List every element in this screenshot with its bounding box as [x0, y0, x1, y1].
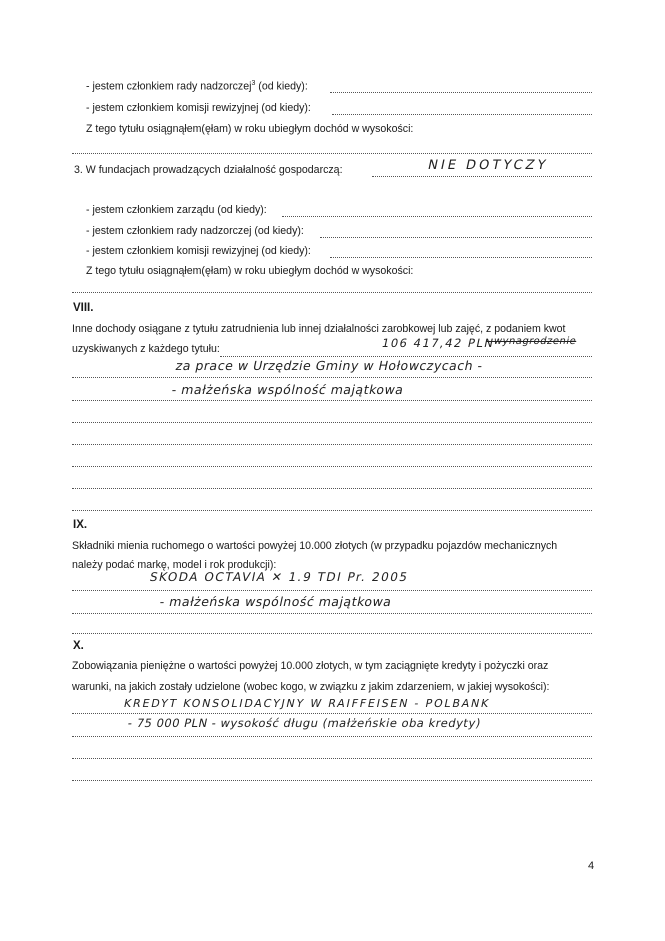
- dotted-line: [72, 780, 592, 781]
- text-marka-model: należy podać markę, model i rok produkcji):: [72, 559, 277, 571]
- dotted-line: [72, 633, 592, 634]
- handwritten-wynagrodzenie: - wynagrodzenie: [484, 336, 578, 347]
- handwritten-wspolnosc: - małżeńska wspólność majątkowa: [170, 382, 406, 397]
- dotted-line: [72, 713, 592, 714]
- line-komisja-rewizyjna: - jestem członkiem komisji rewizyjnej (od kiedy):: [86, 102, 311, 114]
- text-warunki: warunki, na jakich zostały udzielone (wobec kogo, w związku z jakim zdarzeniem, w jakiej wysokości):: [72, 681, 550, 693]
- dotted-line: [72, 153, 592, 154]
- dotted-line: [72, 613, 592, 614]
- handwritten-praca-urzad: za prace w Urzędzie Gminy w Hołowczycach -: [174, 358, 485, 373]
- handwritten-nie-dotyczy: NIE DOTYCZY: [426, 158, 550, 173]
- section-heading-viii: VIII.: [73, 302, 94, 314]
- dotted-line: [330, 257, 592, 258]
- dotted-line: [72, 444, 592, 445]
- text-inne-dochody: Inne dochody osiągane z tytułu zatrudnienia lub innej działalności zarobkowej lub zajęć, z podaniem kwot: [72, 323, 566, 335]
- dotted-line: [330, 92, 592, 93]
- line-dochod-2: Z tego tytułu osiągnąłem(ęłam) w roku ubiegłym dochód w wysokości:: [86, 265, 414, 277]
- dotted-line: [72, 400, 592, 401]
- section-heading-x: X.: [73, 640, 84, 652]
- line-komisja-rewizyjna-2: - jestem członkiem komisji rewizyjnej (od kiedy):: [86, 245, 311, 257]
- dotted-line: [72, 488, 592, 489]
- section-heading-ix: IX.: [73, 519, 88, 531]
- handwritten-kredyt: KREDYT KONSOLIDACYJNY W RAIFFEISEN - POLBANK: [122, 697, 492, 710]
- dotted-line: [220, 356, 592, 357]
- dotted-line: [72, 736, 592, 737]
- dotted-line: [72, 466, 592, 467]
- text-skladniki-mienia: Składniki mienia ruchomego o wartości powyżej 10.000 złotych (w przypadku pojazdów mechanicznych: [72, 540, 558, 552]
- dotted-line: [72, 292, 592, 293]
- handwritten-kwota-kredytu: - 75 000 PLN - wysokość długu (małżeńskie oba kredyty): [126, 716, 483, 730]
- dotted-line: [72, 422, 592, 423]
- text-zobowiazania: Zobowiązania pieniężne o wartości powyżej 10.000 złotych, w tym zaciągnięte kredyty i pożyczki oraz: [72, 660, 549, 672]
- handwritten-kwota: 106 417,42 PLN: [380, 336, 496, 350]
- dotted-line: [72, 758, 592, 759]
- dotted-line: [72, 377, 592, 378]
- line-dochod: Z tego tytułu osiągnąłem(ęłam) w roku ubiegłym dochód w wysokości:: [86, 123, 414, 135]
- line-rada-nadzorcza-2: - jestem członkiem rady nadzorczej (od kiedy):: [86, 225, 304, 237]
- dotted-line: [72, 510, 592, 511]
- line-fundacje: 3. W fundacjach prowadzących działalność gospodarczą:: [74, 164, 343, 176]
- handwritten-wspolnosc-2: - małżeńska wspólność majątkowa: [158, 594, 394, 609]
- text-uzyskiwanych: uzyskiwanych z każdego tytułu:: [72, 343, 220, 355]
- page-number: 4: [588, 860, 595, 872]
- dotted-line: [332, 114, 592, 115]
- dotted-line: [372, 176, 592, 177]
- line-rada-nadzorcza: - jestem członkiem rady nadzorczej$^3$ (od kiedy):: [86, 80, 308, 93]
- dotted-line: [320, 237, 592, 238]
- line-zarzad: - jestem członkiem zarządu (od kiedy):: [86, 204, 267, 216]
- dotted-line: [72, 590, 592, 591]
- dotted-line: [282, 216, 592, 217]
- handwritten-samochod: SKODA OCTAVIA ✕ 1.9 TDI Pr. 2005: [148, 570, 410, 584]
